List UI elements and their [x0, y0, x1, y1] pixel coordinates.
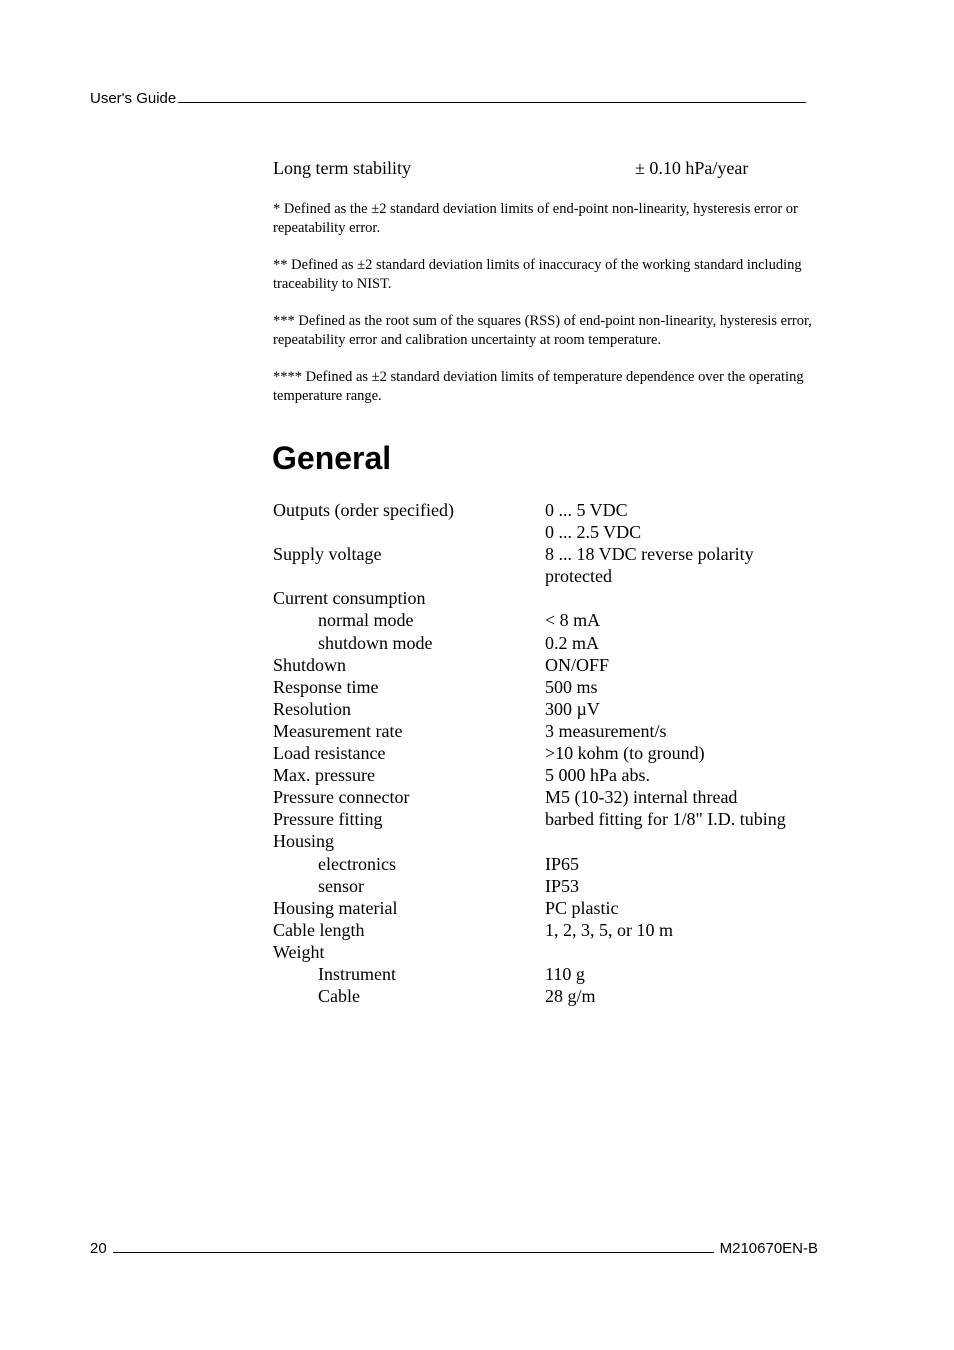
footnote-2: ** Defined as ±2 standard deviation limits of inaccuracy of the working standard including traceability to NIST.: [273, 257, 802, 292]
spec-row: [273, 698, 818, 720]
spec-value: 0 ... 2.5 VDC: [545, 522, 642, 543]
header-rule: [178, 90, 806, 103]
header-title: User's Guide: [90, 90, 177, 107]
stability-label: Long term stability: [273, 158, 411, 178]
spec-row: [273, 742, 818, 764]
spec-value: 500 ms: [545, 676, 598, 697]
long-term-stability-row: [273, 158, 818, 179]
spec-row: [273, 786, 818, 808]
footnote-3: *** Defined as the root sum of the squares (RSS) of end-point non-linearity, hysteresis error, repeatability error and calibration uncertainty at room temperature.: [273, 313, 812, 348]
section-title: General: [272, 440, 392, 476]
spec-row: [273, 587, 818, 609]
footer-rule: [113, 1240, 714, 1253]
spec-value: ON/OFF: [545, 654, 610, 675]
spec-value: 0 ... 5 VDC: [545, 500, 628, 520]
footnote-1: * Defined as the ±2 standard deviation limits of end-point non-linearity, hysteresis error or repeatability error.: [273, 201, 798, 236]
spec-row: [273, 499, 818, 521]
spec-label: Pressure connector: [273, 787, 410, 808]
spec-value: [545, 587, 818, 609]
spec-label: [273, 521, 545, 543]
spec-row: [273, 764, 818, 786]
spec-value: [545, 830, 818, 852]
spec-value: PC plastic: [545, 897, 619, 918]
spec-value: 28 g/m: [545, 986, 596, 1007]
spec-label: Supply voltage: [273, 544, 382, 565]
page-footer: [90, 1240, 818, 1257]
spec-row: [273, 543, 818, 565]
spec-row: [273, 941, 818, 963]
spec-row: [273, 632, 818, 654]
spec-label: Cable: [318, 986, 360, 1007]
spec-label: Housing material: [273, 897, 398, 918]
spec-value: barbed fitting for 1/8" I.D. tubing: [545, 809, 786, 830]
spec-value: protected: [545, 566, 612, 587]
spec-row: [273, 985, 818, 1007]
spec-row: [273, 919, 818, 941]
spec-label: Current consumption: [273, 588, 426, 609]
spec-label: Housing: [273, 831, 335, 852]
spec-value: 1, 2, 3, 5, or 10 m: [545, 919, 673, 940]
spec-value: >10 kohm (to ground): [545, 743, 705, 764]
spec-value: M5 (10-32) internal thread: [545, 787, 738, 808]
spec-value: 110 g: [545, 963, 585, 984]
doc-code: M210670EN-B: [719, 1240, 818, 1257]
page-number: 20: [90, 1240, 107, 1257]
spec-value: [545, 941, 818, 963]
spec-row: [273, 609, 818, 631]
spec-label: Measurement rate: [273, 720, 403, 741]
spec-row: [273, 875, 818, 897]
spec-row: [273, 830, 818, 852]
spec-label: Shutdown: [273, 654, 347, 675]
spec-value: 0.2 mA: [545, 632, 599, 653]
spec-value: IP65: [545, 853, 580, 874]
spec-label: Max. pressure: [273, 765, 375, 786]
spec-label: Pressure fitting: [273, 809, 383, 830]
spec-row: [273, 521, 818, 543]
spec-label: Response time: [273, 676, 379, 697]
spec-value: 300 µV: [545, 698, 600, 719]
spec-label: sensor: [318, 875, 364, 896]
spec-row: [273, 897, 818, 919]
spec-label: Load resistance: [273, 743, 386, 764]
footnote-4: **** Defined as ±2 standard deviation limits of temperature dependence over the operating temperature range.: [273, 369, 804, 404]
spec-value: 8 ... 18 VDC reverse polarity: [545, 544, 754, 565]
spec-label: [273, 565, 545, 587]
spec-value: 5 000 hPa abs.: [545, 765, 650, 786]
spec-label: Outputs (order specified): [273, 500, 454, 520]
spec-row: [273, 565, 818, 587]
spec-row: [273, 654, 818, 676]
spec-label: shutdown mode: [318, 632, 433, 653]
spec-value: IP53: [545, 875, 580, 896]
spec-label: Instrument: [318, 963, 396, 984]
spec-label: electronics: [318, 853, 396, 874]
footnotes: [273, 200, 818, 424]
spec-label: Weight: [273, 941, 325, 962]
spec-value: 3 measurement/s: [545, 720, 667, 741]
spec-row: [273, 963, 818, 985]
spec-row: [273, 720, 818, 742]
spec-label: normal mode: [318, 610, 414, 631]
stability-value: ± 0.10 hPa/year: [635, 158, 749, 178]
spec-row: [273, 808, 818, 830]
spec-label: Cable length: [273, 919, 365, 940]
spec-row: [273, 676, 818, 698]
spec-label: Resolution: [273, 698, 352, 719]
page-header: [90, 90, 806, 107]
spec-row: [273, 853, 818, 875]
spec-value: < 8 mA: [545, 610, 601, 631]
spec-table: [273, 499, 818, 1007]
